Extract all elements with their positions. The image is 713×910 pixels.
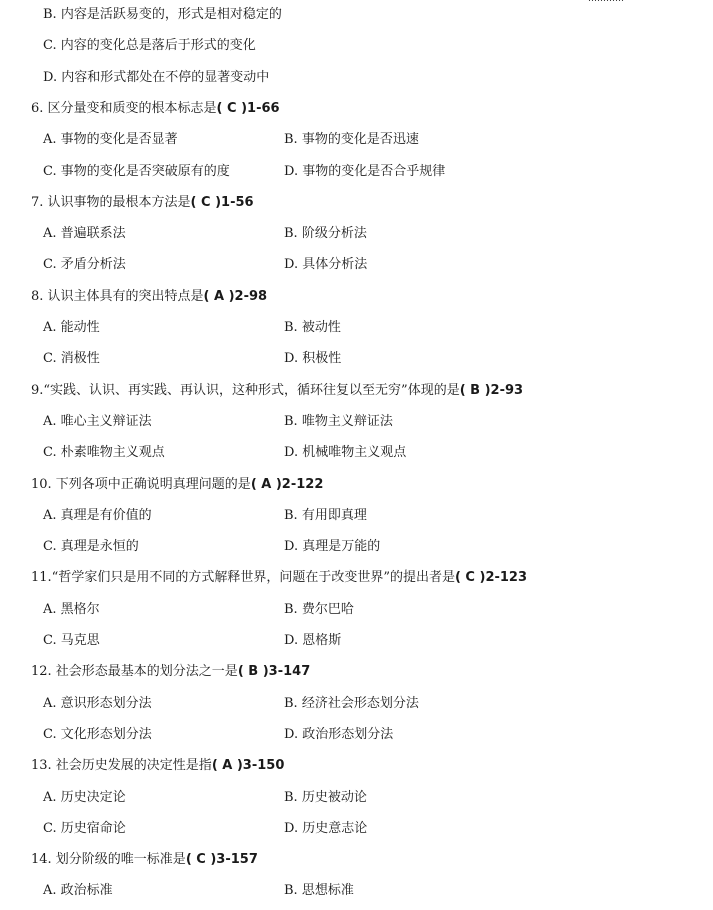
question-stem [31,566,527,585]
answer-option: D. 历史意志论 [284,821,368,836]
question-text: 9.“实践、认识、再实践、再认识，这种形式，循环往复以至无穷”体现的是 [31,383,460,398]
answer-option: D. 政治形态划分法 [284,727,394,742]
answer-key: ( B )2-93 [459,383,524,398]
answer-option: A. 能动性 [43,320,100,335]
answer-option: C. 历史宿命论 [43,821,126,836]
answer-key: ( A )2-98 [203,289,268,304]
answer-option: A. 真理是有价值的 [43,508,152,523]
answer-option: C. 矛盾分析法 [43,257,126,272]
question-stem [31,660,310,679]
answer-option: B. 费尔巴哈 [284,602,354,617]
answer-option: C. 事物的变化是否突破原有的度 [43,164,230,179]
answer-option: C. 马克思 [43,633,100,648]
answer-option: C. 真理是永恒的 [43,539,139,554]
question-text: 8. 认识主体具有的突出特点是 [31,289,204,304]
answer-option: A. 政治标准 [43,883,113,898]
question-text: 13. 社会历史发展的决定性是指 [31,758,212,773]
answer-option: B. 被动性 [284,320,341,335]
answer-option: B. 思想标准 [284,883,354,898]
answer-option: A. 黑格尔 [43,602,100,617]
question-text: 12. 社会形态最基本的划分法之一是 [31,664,238,679]
question-stem [31,379,523,398]
answer-option: B. 有用即真理 [284,508,367,523]
question-text: 7. 认识事物的最根本方法是 [31,195,191,210]
answer-option: B. 经济社会形态划分法 [284,696,419,711]
question-text: 6. 区分量变和质变的根本标志是 [31,101,217,116]
question-stem [31,473,323,492]
answer-option: A. 唯心主义辩证法 [43,414,152,429]
answer-option: D. 机械唯物主义观点 [284,445,407,460]
question-stem [31,754,284,773]
question-text: 11.“哲学家们只是用不同的方式解释世界，问题在于改变世界”的提出者是 [31,570,455,585]
question-stem [31,97,280,116]
answer-option: A. 历史决定论 [43,790,126,805]
answer-option: D. 真理是万能的 [284,539,381,554]
answer-key: ( C )2-123 [454,570,528,585]
answer-key: ( A )2-122 [250,477,324,492]
question-text: 10. 下列各项中正确说明真理问题的是 [31,477,251,492]
answer-option: B. 唯物主义辩证法 [284,414,393,429]
answer-key: ( C )1-66 [216,101,280,116]
question-stem [31,848,258,867]
answer-option: D. 事物的变化是否合乎规律 [284,164,446,179]
answer-key: ( C )1-56 [190,195,254,210]
answer-option: B. 内容是活跃易变的，形式是相对稳定的 [43,7,282,22]
answer-option: D. 积极性 [284,351,342,366]
question-stem [31,191,254,210]
header-mark [588,0,624,4]
answer-key: ( C )3-157 [185,852,258,867]
answer-key: ( B )3-147 [237,664,311,679]
answer-option: C. 文化形态划分法 [43,727,152,742]
answer-option: D. 具体分析法 [284,257,368,272]
answer-option: D. 恩格斯 [284,633,342,648]
answer-option: D. 内容和形式都处在不停的显著变动中 [43,70,270,85]
answer-option: A. 普遍联系法 [43,226,126,241]
answer-option: A. 事物的变化是否显著 [43,132,178,147]
answer-option: C. 消极性 [43,351,100,366]
question-text: 14. 划分阶级的唯一标准是 [31,852,186,867]
question-stem [31,285,267,304]
answer-option: B. 阶级分析法 [284,226,367,241]
answer-option: A. 意识形态划分法 [43,696,152,711]
answer-key: ( A )3-150 [211,758,285,773]
answer-option: B. 历史被动论 [284,790,367,805]
answer-option: C. 朴素唯物主义观点 [43,445,165,460]
answer-option: C. 内容的变化总是落后于形式的变化 [43,38,256,53]
answer-option: B. 事物的变化是否迅速 [284,132,419,147]
